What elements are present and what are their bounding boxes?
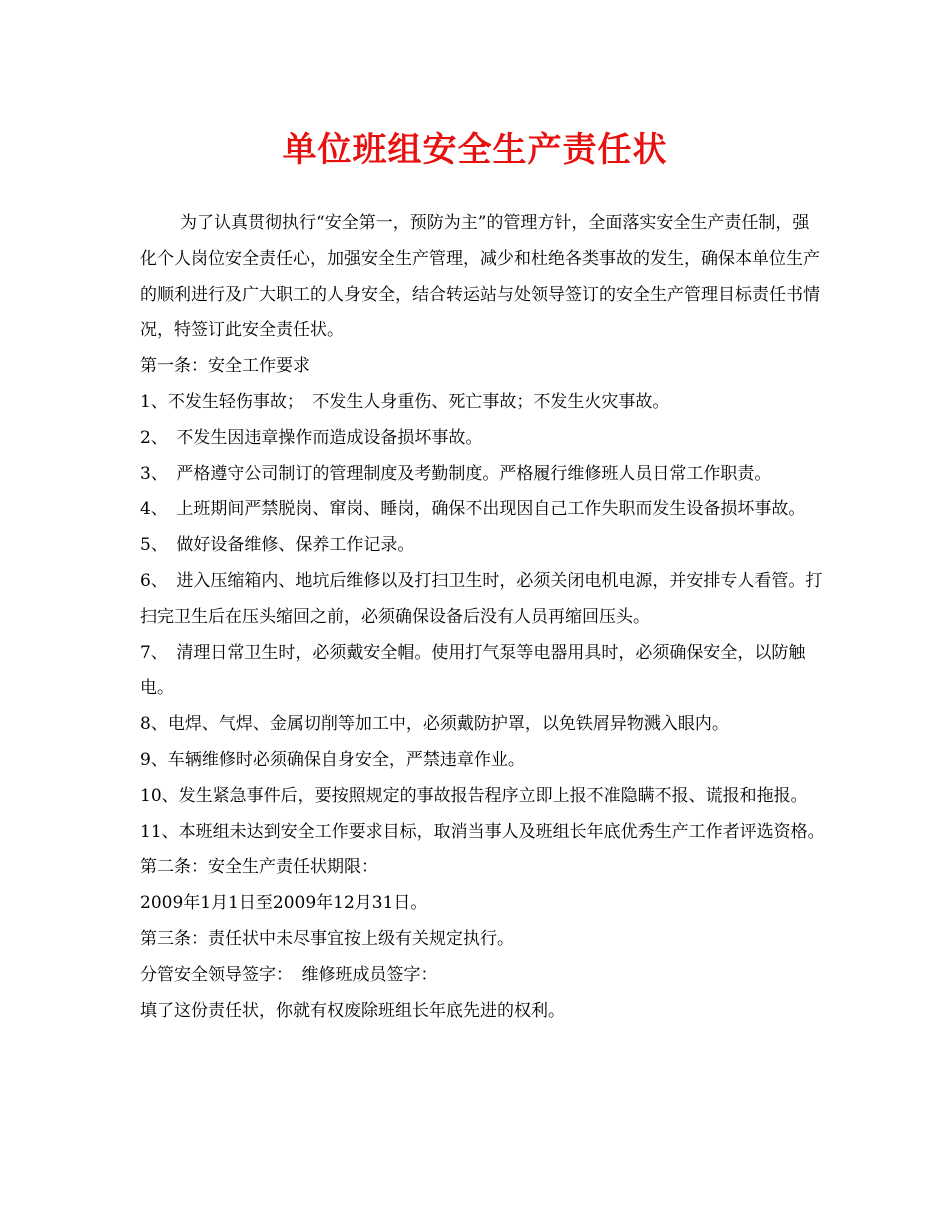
article-1-item: 9、车辆维修时必须确保自身安全，严禁违章作业。: [140, 749, 525, 770]
article-1-item: 1、不发生轻伤事故； 不发生人身重伤、死亡事故；不发生火灾事故。: [140, 391, 670, 412]
article-1-item: 5、 做好设备维修、保养工作记录。: [140, 535, 415, 556]
intro-paragraph: 为了认真贯彻执行“安全第一，预防为主”的管理方针，全面落实安全生产责任制，强化个人岗位安全责任心，加强安全生产管理，减少和杜绝各类事故的发生，确保本单位生产的顺利进行及广大职工的人身安全，结合转运站与处领导签订的安全生产管理目标责任书情况，特签订此安全责任状。: [140, 213, 820, 341]
responsibility-period: 2009年1月1日至2009年12月31日。: [140, 893, 428, 914]
closing-line: 填了这份责任状，你就有权废除班组长年底先进的权利。: [140, 1000, 565, 1021]
article-1-heading: 第一条：安全工作要求: [140, 356, 310, 377]
article-2-heading: 第二条：安全生产责任状期限：: [140, 857, 378, 878]
article-1-item: 8、电焊、气焊、金属切削等加工中，必须戴防护罩，以免铁屑异物溅入眼内。: [140, 714, 729, 735]
document-body: [140, 206, 826, 1029]
article-1-item: 10、发生紧急事件后，要按照规定的事故报告程序立即上报不准隐瞒不报、谎报和拖报。: [140, 785, 808, 806]
signature-line: 分管安全领导签字： 维修班成员签字：: [140, 964, 438, 985]
article-1-item: 6、 进入压缩箱内、地坑后维修以及打扫卫生时，必须关闭电机电源，并安排专人看管。打扫完卫生后在压头缩回之前，必须确保设备后没有人员再缩回压头。: [140, 570, 823, 627]
article-3-heading: 第三条：责任状中未尽事宜按上级有关规定执行。: [140, 928, 514, 949]
article-1-item: 4、 上班期间严禁脱岗、窜岗、睡岗，确保不出现因自己工作失职而发生设备损坏事故。: [140, 499, 806, 520]
article-1-item: 7、 清理日常卫生时，必须戴安全帽。使用打气泵等电器用具时，必须确保安全，以防触电。: [140, 642, 806, 699]
document-title: 单位班组安全生产责任状: [282, 130, 668, 170]
article-1-item: 11、本班组未达到安全工作要求目标，取消当事人及班组长年底优秀生产工作者评选资格。: [140, 821, 825, 842]
article-1-item: 3、 严格遵守公司制订的管理制度及考勤制度。严格履行维修班人员日常工作职责。: [140, 463, 772, 484]
article-1-item: 2、 不发生因违章操作而造成设备损坏事故。: [140, 427, 483, 448]
